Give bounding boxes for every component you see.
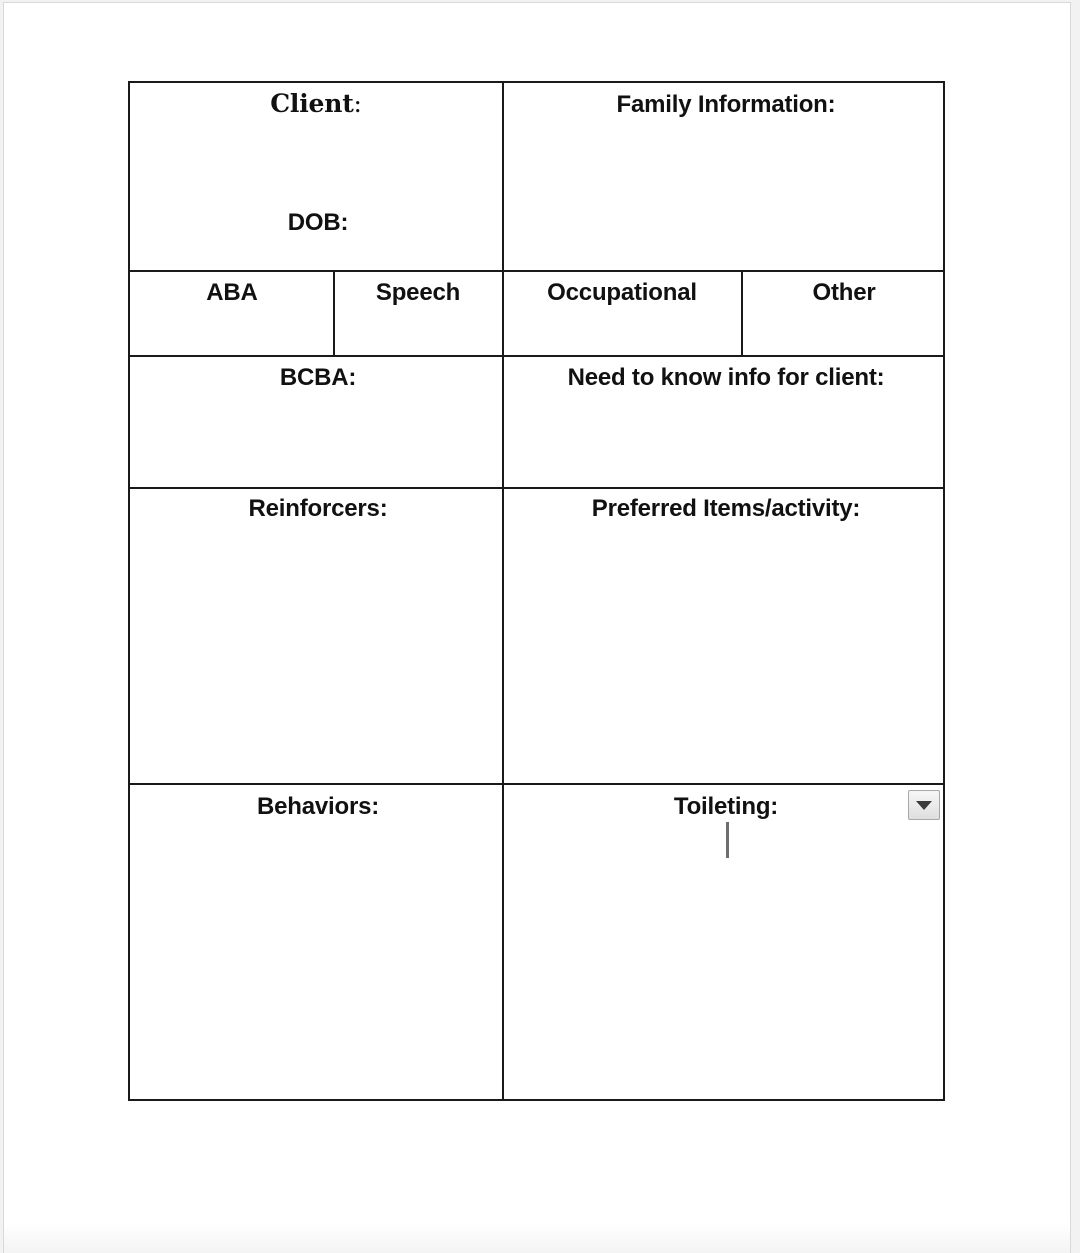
preferred-items-cell[interactable] [504, 489, 945, 783]
need-to-know-label: Need to know info for client: [567, 364, 885, 391]
other-label: Other [812, 279, 876, 306]
bcba-label: BCBA: [279, 364, 357, 391]
behaviors-label: Behaviors: [256, 793, 380, 820]
dob-label: DOB: [287, 209, 349, 236]
occupational-label: Occupational [547, 279, 697, 306]
family-information-label: Family Information: [616, 91, 836, 118]
triangle-down-icon [916, 801, 932, 810]
reinforcers-label: Reinforcers: [248, 495, 388, 522]
speech-cell[interactable] [335, 272, 502, 355]
client-label-colon: : [353, 89, 362, 118]
occupational-cell[interactable] [504, 272, 741, 355]
client-label [270, 89, 362, 118]
client-info-table [128, 81, 945, 1101]
client-label-text: Client [270, 89, 354, 118]
text-cursor [726, 822, 729, 858]
client-cell[interactable] [130, 83, 502, 270]
reinforcers-cell[interactable] [130, 489, 502, 783]
aba-cell[interactable] [130, 272, 333, 355]
bcba-cell[interactable] [130, 357, 502, 487]
preferred-items-label: Preferred Items/activity: [591, 495, 861, 522]
behaviors-cell[interactable] [130, 785, 502, 1099]
speech-label: Speech [375, 279, 461, 306]
need-to-know-cell[interactable] [504, 357, 945, 487]
other-cell[interactable] [743, 272, 945, 355]
page-shadow [4, 1223, 1070, 1253]
toileting-cell[interactable] [504, 785, 945, 1099]
aba-label: ABA [206, 279, 258, 306]
toileting-label: Toileting: [673, 793, 779, 820]
family-information-cell[interactable] [504, 83, 945, 270]
toileting-dropdown-button[interactable] [908, 790, 940, 820]
